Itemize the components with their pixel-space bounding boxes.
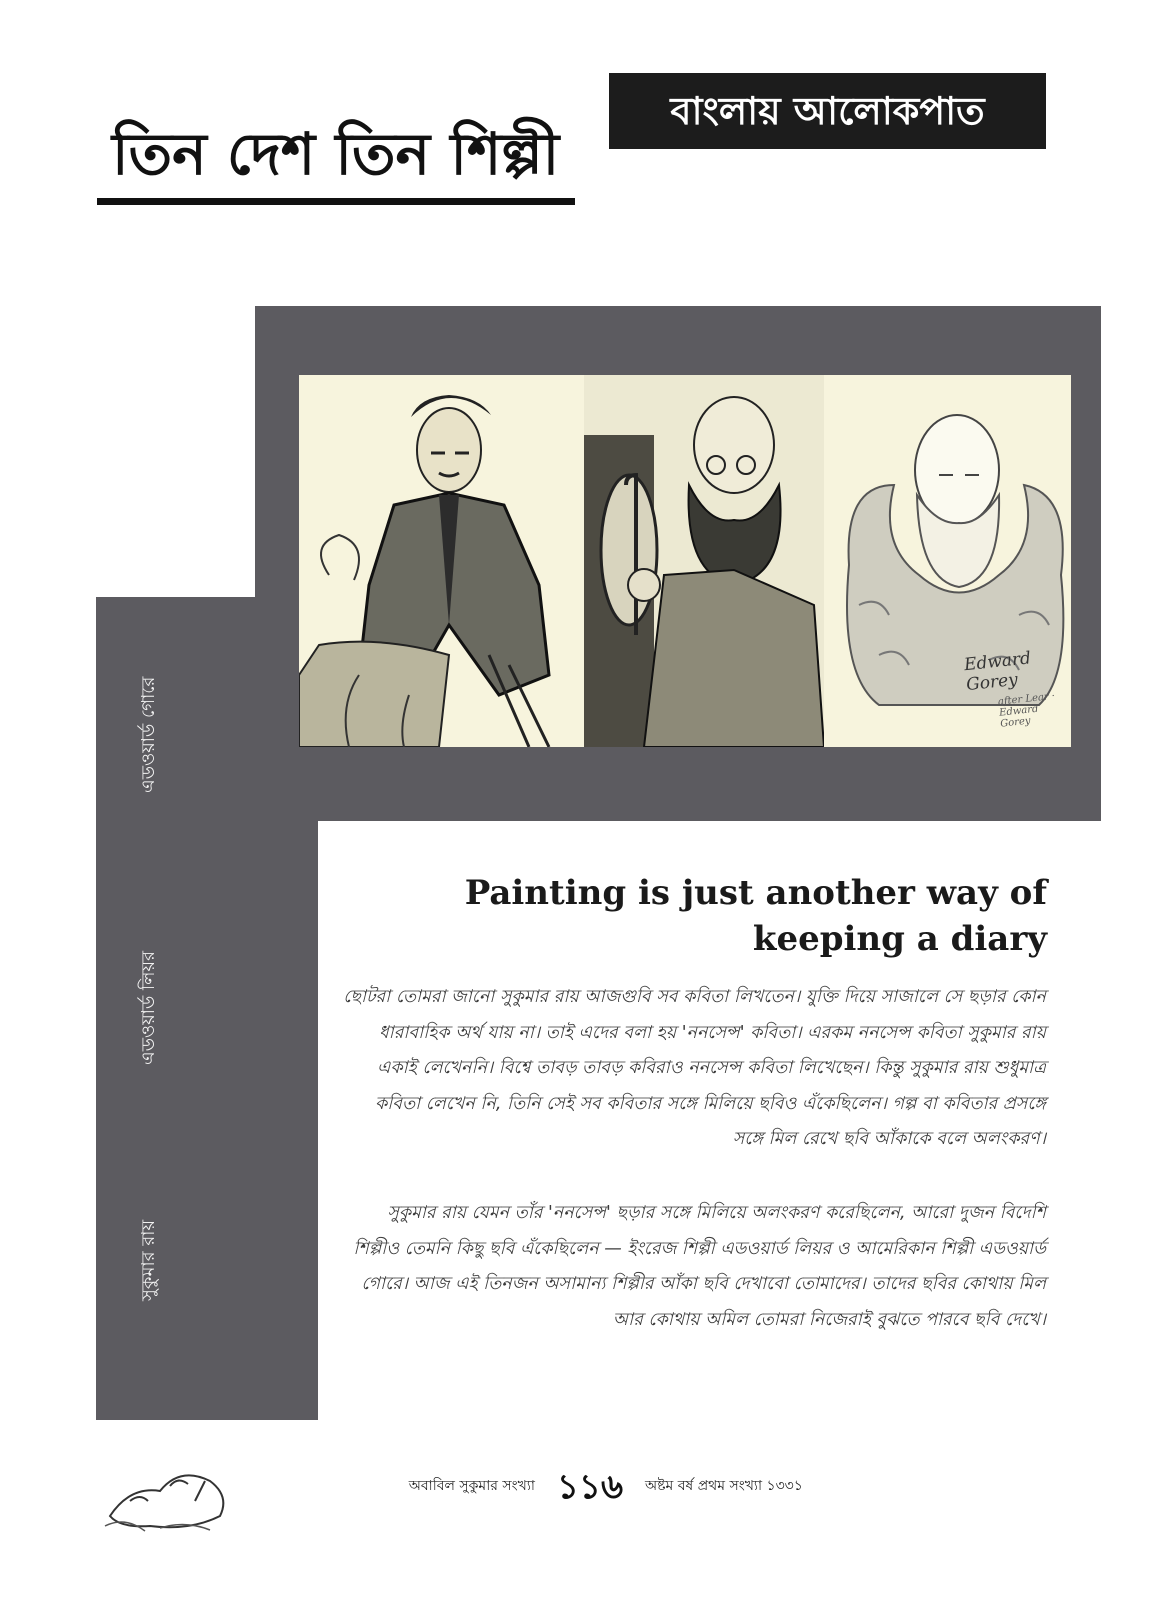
footer-volume: অষ্টম বর্ষ প্রথম সংখ্যা ১৩৩১: [645, 1478, 803, 1494]
seated-man-sketch: [299, 375, 569, 747]
sidebar-label-lear: এডওয়ার্ড লিয়র: [138, 950, 159, 1065]
footer-issue-name: অবাবিল সুকুমার সংখ্যা: [408, 1478, 535, 1494]
sidebar-label-gorey: এডওয়ার্ড গোরে: [138, 676, 159, 793]
page-number: ১১৬: [556, 1467, 624, 1507]
portrait-illustration: [299, 375, 1071, 747]
section-banner: বাংলায় আলোকপাত: [609, 73, 1046, 149]
portrait-edward-gorey: [839, 375, 1071, 747]
fur-coat-man-sketch: [839, 375, 1071, 747]
portrait-sukumar-ray: [299, 375, 569, 747]
artist-signature: Edward Gorey: [963, 648, 1032, 696]
signature-note: after Lear · Edward Gorey: [997, 690, 1056, 730]
article-paragraph-2: সুকুমার রায় যেমন তাঁর 'ননসেন্স' ছড়ার সঙ্গে মিলিয়ে অলংকরণ করেছিলেন, আরো দুজন বিদেশি শিল্পীও তেমনি কিছু ছবি এঁকেছিলেন — ইংরেজ শিল্পী এডওয়ার্ড লিয়র ও আমেরিকান শিল্পী এডওয়ার্ড গোরে। আজ এই তিনজন অসামান্য শিল্পীর আঁকা ছবি দেখাবো তোমাদের। তাদের ছবির কোথায় মিল আর কোথায় অমিল তোমরা নিজেরাই বুঝতে পারবে ছবি দেখে।: [353, 1203, 1046, 1330]
article-headline: Painting is just another way of keeping a diary: [464, 873, 1047, 959]
portrait-edward-lear: [584, 375, 824, 747]
sidebar-label-sukumar: সুকুমার রায়: [138, 1219, 159, 1301]
article-paragraph-1: ছোটরা তোমরা জানো সুকুমার রায় আজগুবি সব কবিতা লিখতেন। যুক্তি দিয়ে সাজালে সে ছড়ার কোন ধারাবাহিক অর্থ যায় না। তাই এদের বলা হয় 'ননসেন্স' কবিতা। এরকম ননসেন্স কবিতা সুকুমার রায় একাই লেখেননি। বিশ্বে তাবড় তাবড় কবিরাও ননসেন্স কবিতা লিখেছেন। কিন্তু সুকুমার রায় শুধুমাত্র কবিতা লেখেন নি, তিনি সেই সব কবিতার সঙ্গে মিলিয়ে ছবিও এঁকেছিলেন। গল্প বা কবিতার প্রসঙ্গে সঙ্গে মিল রেখে ছবি আঁকাকে বলে অলংকরণ।: [343, 987, 1046, 1149]
page-title: তিন দেশ তিন শিল্পী: [112, 120, 560, 188]
title-underline: [97, 198, 575, 205]
sidebar-band: [96, 597, 318, 1420]
bearded-man-sketch: [584, 375, 824, 747]
doodle-illustration: [100, 1446, 240, 1536]
